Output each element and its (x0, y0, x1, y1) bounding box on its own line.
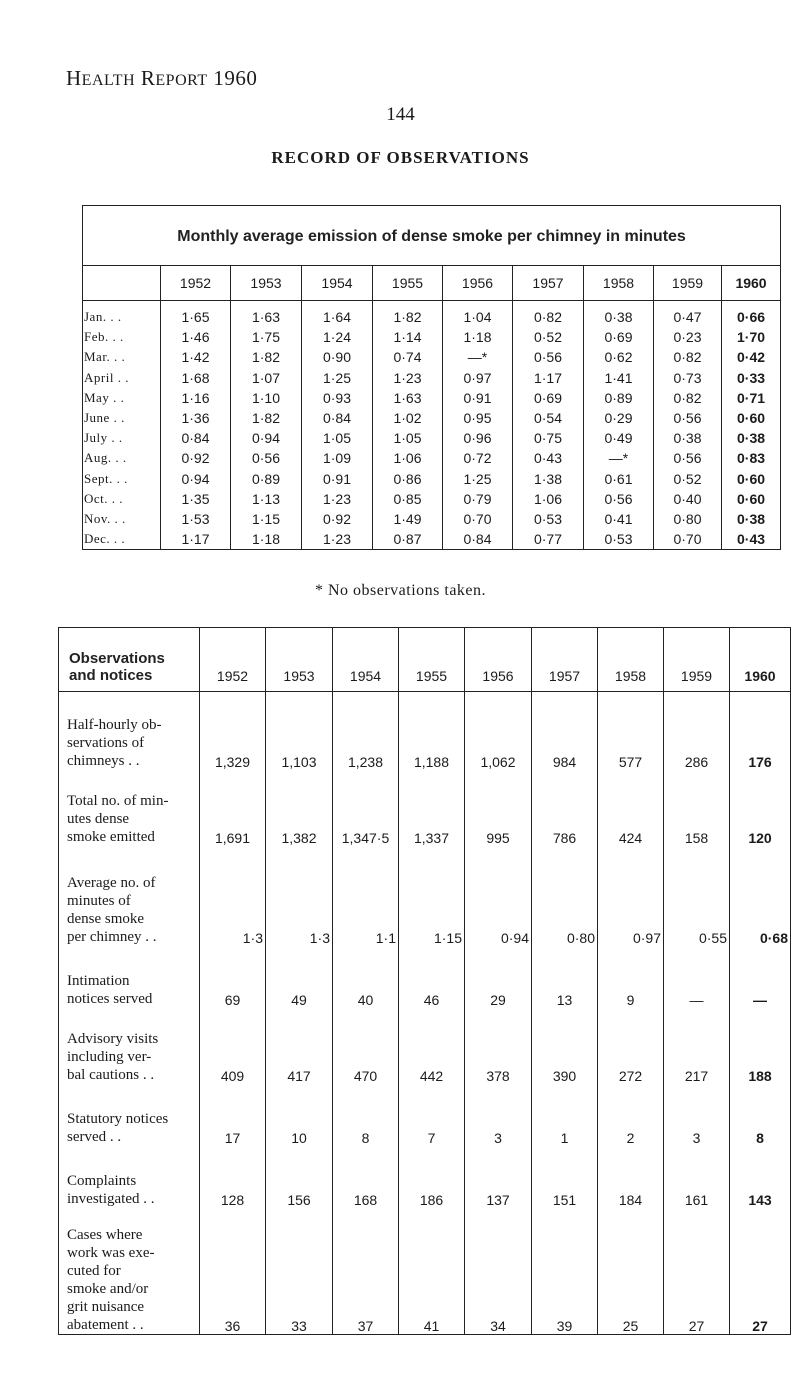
table2-cell: 156 (266, 1146, 333, 1208)
observation-label-line: Average no. of (67, 875, 156, 891)
table1-year-header: 1952 (161, 266, 231, 301)
table2-row (59, 946, 791, 1008)
table2-year-header: 1957 (532, 628, 598, 692)
table1-cell: 0·49 (584, 428, 654, 448)
table2-cell: 176 (730, 692, 791, 771)
table2-year-header: 1960 (730, 628, 791, 692)
table1-cell: 0·38 (654, 428, 722, 448)
table1-cell: 1·02 (373, 408, 443, 428)
table1-year-header: 1955 (373, 266, 443, 301)
table1-cell: 0·94 (231, 428, 302, 448)
table1-cell: 0·97 (443, 368, 513, 388)
running-head-rest-health: EALTH (81, 72, 136, 89)
table1-cell: 0·90 (302, 347, 373, 367)
running-head-initial-r: R (140, 66, 156, 90)
table2-cell: 188 (730, 1008, 791, 1084)
table2-cell: 39 (532, 1208, 598, 1335)
month-label: Nov. . . (83, 509, 161, 529)
table1-cell: 1·25 (302, 368, 373, 388)
running-head-year: 1960 (213, 66, 258, 90)
page-title: RECORD OF OBSERVATIONS (271, 148, 530, 167)
table2-cell: 27 (664, 1208, 730, 1335)
table1-cell: 1·25 (443, 469, 513, 489)
table1-cell: 0·52 (654, 469, 722, 489)
table2-cell: 37 (333, 1208, 399, 1335)
table1-cell: 1·49 (373, 509, 443, 529)
table1-cell: 0·56 (513, 347, 584, 367)
table2-cell: 168 (333, 1146, 399, 1208)
table2-cell: — (730, 946, 791, 1008)
table1-cell: 0·69 (513, 388, 584, 408)
observation-label-line: work was exe- (67, 1245, 155, 1261)
running-head-initial-h: H (66, 66, 82, 90)
table2-cell: 378 (465, 1008, 532, 1084)
table1-cell: 1·05 (373, 428, 443, 448)
monthly-emission-table (82, 205, 781, 550)
table1-cell: 0·23 (654, 327, 722, 347)
table1-cell: 0·83 (722, 448, 781, 468)
table2-header-label-line1: Observations (69, 650, 165, 667)
table2-row (59, 1146, 791, 1208)
observation-label (59, 770, 200, 846)
table1-row (83, 428, 781, 448)
table2-cell: 390 (532, 1008, 598, 1084)
table1-cell: 0·85 (373, 489, 443, 509)
observation-label (59, 1146, 200, 1208)
table2-cell: 36 (200, 1208, 266, 1335)
observation-label-line: utes dense (67, 811, 130, 827)
table1-row (83, 489, 781, 509)
observation-label-line: Cases where (67, 1227, 143, 1243)
table1-cell: 0·33 (722, 368, 781, 388)
table2-year-header: 1952 (200, 628, 266, 692)
table1-cell: 1·70 (722, 327, 781, 347)
month-label: Mar. . . (83, 347, 161, 367)
table1-cell: 1·14 (373, 327, 443, 347)
table2-row (59, 692, 791, 771)
table1-cell: 1·16 (161, 388, 231, 408)
table1-cell: 1·07 (231, 368, 302, 388)
table1-cell: 0·43 (722, 529, 781, 550)
table1-cell: —* (584, 448, 654, 468)
table2-cell: 0·97 (598, 846, 664, 946)
table2-cell: 17 (200, 1084, 266, 1146)
table2-cell: 424 (598, 770, 664, 846)
table2-cell: 143 (730, 1146, 791, 1208)
table1-cell: 0·87 (373, 529, 443, 550)
month-label: Jan. . . (83, 301, 161, 328)
table2-cell: 1,691 (200, 770, 266, 846)
table1-row (83, 327, 781, 347)
table1-cell: 1·17 (161, 529, 231, 550)
table1-cell: 0·38 (722, 428, 781, 448)
table2-cell: 186 (399, 1146, 465, 1208)
table2-cell: 9 (598, 946, 664, 1008)
table2-cell: 7 (399, 1084, 465, 1146)
observation-label-line: Intimation (67, 973, 130, 989)
table1-cell: 1·38 (513, 469, 584, 489)
table1-cell: 0·84 (161, 428, 231, 448)
table1-cell: 1·64 (302, 301, 373, 328)
table1-cell: 1·05 (302, 428, 373, 448)
table1-cell: 0·56 (654, 408, 722, 428)
table1-cell: 0·41 (584, 509, 654, 529)
table2-cell: 1,329 (200, 692, 266, 771)
table2-cell: 1 (532, 1084, 598, 1146)
observation-label (59, 1084, 200, 1146)
table2-cell: 0·55 (664, 846, 730, 946)
table2-cell: 161 (664, 1146, 730, 1208)
table1-cell: 1·63 (231, 301, 302, 328)
observation-label-line: Total no. of min- (67, 793, 169, 809)
table1-cell: 0·29 (584, 408, 654, 428)
running-head-rest-report: EPORT (155, 72, 208, 89)
table1-footnote: * No observations taken. (314, 582, 487, 599)
table2-cell: 1·15 (399, 846, 465, 946)
table1-cell: 1·46 (161, 327, 231, 347)
table1-cell: 0·79 (443, 489, 513, 509)
observation-label-line: Complaints (67, 1173, 137, 1189)
table1-cell: 1·63 (373, 388, 443, 408)
table1-cell: 0·89 (584, 388, 654, 408)
table2-cell: 272 (598, 1008, 664, 1084)
table2-cell: 786 (532, 770, 598, 846)
table2-cell: 3 (664, 1084, 730, 1146)
table1-cell: 0·52 (513, 327, 584, 347)
observation-label-line: grit nuisance (67, 1299, 145, 1315)
table2-cell: 1,238 (333, 692, 399, 771)
observation-label (59, 1208, 200, 1335)
table2-cell: 40 (333, 946, 399, 1008)
table1-cell: 1·82 (373, 301, 443, 328)
month-label: Dec. . . (83, 529, 161, 550)
table1-row (83, 301, 781, 328)
observation-label-line: abatement . . (67, 1317, 144, 1333)
table1-row (83, 408, 781, 428)
table1-cell: 1·17 (513, 368, 584, 388)
table1-cell: 1·24 (302, 327, 373, 347)
observation-label-line: bal cautions . . (67, 1067, 155, 1083)
table1-cell: 1·36 (161, 408, 231, 428)
observation-label (59, 1008, 200, 1084)
table1-cell: 0·74 (373, 347, 443, 367)
table2-cell: 0·94 (465, 846, 532, 946)
table2-cell: 151 (532, 1146, 598, 1208)
table1-cell: 0·53 (513, 509, 584, 529)
observation-label-line: minutes of (67, 893, 131, 909)
table1-cell: 0·96 (443, 428, 513, 448)
observation-label-line: investigated . . (67, 1191, 155, 1207)
table1-cell: 1·82 (231, 347, 302, 367)
table2-cell: 8 (730, 1084, 791, 1146)
table2-cell: 1·3 (266, 846, 333, 946)
table1-cell: 0·72 (443, 448, 513, 468)
month-label: April . . (83, 368, 161, 388)
table2-cell: 184 (598, 1146, 664, 1208)
running-head (66, 66, 257, 91)
table2-cell: 158 (664, 770, 730, 846)
observation-label-line: dense smoke (67, 911, 145, 927)
table1-cell: 1·41 (584, 368, 654, 388)
table2-year-header: 1956 (465, 628, 532, 692)
table2-cell: 995 (465, 770, 532, 846)
table2-cell: 2 (598, 1084, 664, 1146)
table1-header-row (83, 266, 781, 301)
table2-cell: 1,382 (266, 770, 333, 846)
observation-label-line: Statutory notices (67, 1111, 169, 1127)
table2-cell: 34 (465, 1208, 532, 1335)
table2-cell: 46 (399, 946, 465, 1008)
table2-header-row (59, 628, 791, 692)
table1-cell: 0·60 (722, 489, 781, 509)
table1-year-header: 1958 (584, 266, 654, 301)
table1-cell: 0·70 (443, 509, 513, 529)
table2-cell: 1,347·5 (333, 770, 399, 846)
table2-cell: 409 (200, 1008, 266, 1084)
table1-cell: 1·04 (443, 301, 513, 328)
table2-year-header: 1954 (333, 628, 399, 692)
table1-cell: 0·93 (302, 388, 373, 408)
table2-cell: 1·3 (200, 846, 266, 946)
table1-cell: 0·80 (654, 509, 722, 529)
observation-label-line: servations of (67, 735, 145, 751)
table1-cell: 0·91 (443, 388, 513, 408)
observation-label-line: cuted for (67, 1263, 121, 1279)
table1-cell: 1·68 (161, 368, 231, 388)
table1-year-header: 1956 (443, 266, 513, 301)
table1-cell: 1·18 (443, 327, 513, 347)
table2-cell: 0·80 (532, 846, 598, 946)
table1-cell: 0·89 (231, 469, 302, 489)
table1-cell: 0·43 (513, 448, 584, 468)
table2-cell: 217 (664, 1008, 730, 1084)
month-label: Oct. . . (83, 489, 161, 509)
month-label: Sept. . . (83, 469, 161, 489)
observation-label-line: smoke and/or (67, 1281, 149, 1297)
table2-cell: 442 (399, 1008, 465, 1084)
table1-cell: 1·06 (513, 489, 584, 509)
table1-cell: 1·18 (231, 529, 302, 550)
table1-cell: 0·54 (513, 408, 584, 428)
observations-notices-table (58, 627, 791, 1335)
month-label: Aug. . . (83, 448, 161, 468)
table1-row (83, 347, 781, 367)
table1-cell: 1·23 (373, 368, 443, 388)
table1-cell: 0·82 (654, 347, 722, 367)
table2-cell: 13 (532, 946, 598, 1008)
table2-cell: 69 (200, 946, 266, 1008)
table1-cell: 0·56 (654, 448, 722, 468)
table1-row (83, 469, 781, 489)
table1-cell: 0·84 (443, 529, 513, 550)
month-label: July . . (83, 428, 161, 448)
table2-cell: 577 (598, 692, 664, 771)
table1-cell: 0·62 (584, 347, 654, 367)
table1-cell: 0·92 (302, 509, 373, 529)
table1-cell: 0·77 (513, 529, 584, 550)
table1-row (83, 509, 781, 529)
observation-label-line: smoke emitted (67, 829, 155, 845)
table2-cell: 1,188 (399, 692, 465, 771)
table1-caption: Monthly average emission of dense smoke per chimney in minutes (83, 206, 781, 266)
table1-cell: 0·60 (722, 408, 781, 428)
table1-cell: 0·94 (161, 469, 231, 489)
observation-label-line: Advisory visits (67, 1031, 159, 1047)
table2-cell: 25 (598, 1208, 664, 1335)
table1-cell: 0·82 (654, 388, 722, 408)
table2-row (59, 846, 791, 946)
table1-cell: 0·38 (722, 509, 781, 529)
table2-cell: 120 (730, 770, 791, 846)
table2-cell: 417 (266, 1008, 333, 1084)
table1-cell: 1·10 (231, 388, 302, 408)
table1-cell: 0·56 (584, 489, 654, 509)
table1-cell: 0·69 (584, 327, 654, 347)
table2-cell: 29 (465, 946, 532, 1008)
table2-cell: 0·68 (730, 846, 791, 946)
table1-cell: 0·75 (513, 428, 584, 448)
table2-header-label-line2: and notices (69, 667, 153, 684)
table1-cell: 0·38 (584, 301, 654, 328)
observation-label (59, 946, 200, 1008)
observation-label-line: notices served (67, 991, 153, 1007)
observation-label-line: including ver- (67, 1049, 152, 1065)
table1-cell: 1·82 (231, 408, 302, 428)
table2-cell: 137 (465, 1146, 532, 1208)
table2-row (59, 770, 791, 846)
table1-cell: —* (443, 347, 513, 367)
table1-cell: 0·47 (654, 301, 722, 328)
table1-cell: 0·66 (722, 301, 781, 328)
table1-cell: 1·23 (302, 489, 373, 509)
table1-cell: 0·84 (302, 408, 373, 428)
table1-cell: 1·09 (302, 448, 373, 468)
month-label: Feb. . . (83, 327, 161, 347)
table2-year-header: 1953 (266, 628, 333, 692)
observation-label (59, 846, 200, 946)
observation-label-line: served . . (67, 1129, 122, 1145)
table1-cell: 0·42 (722, 347, 781, 367)
table1-cell: 0·56 (231, 448, 302, 468)
table2-cell: 470 (333, 1008, 399, 1084)
table1-cell: 0·40 (654, 489, 722, 509)
table1-row (83, 388, 781, 408)
observation-label (59, 692, 200, 771)
table1-cell: 1·15 (231, 509, 302, 529)
table2-cell: 984 (532, 692, 598, 771)
table2-cell: 1,337 (399, 770, 465, 846)
table2-cell: 33 (266, 1208, 333, 1335)
table2-year-header: 1959 (664, 628, 730, 692)
table1-cell: 1·53 (161, 509, 231, 529)
month-label: May . . (83, 388, 161, 408)
table1-cell: 0·61 (584, 469, 654, 489)
table2-cell: 49 (266, 946, 333, 1008)
table2-cell: 286 (664, 692, 730, 771)
table1-year-header: 1960 (722, 266, 781, 301)
table1-row (83, 368, 781, 388)
table2-cell: 3 (465, 1084, 532, 1146)
table2-cell: — (664, 946, 730, 1008)
table2-cell: 8 (333, 1084, 399, 1146)
table1-cell: 0·60 (722, 469, 781, 489)
table2-year-header: 1955 (399, 628, 465, 692)
table1-cell: 0·71 (722, 388, 781, 408)
table2-cell: 10 (266, 1084, 333, 1146)
table1-cell: 0·53 (584, 529, 654, 550)
table2-year-header: 1958 (598, 628, 664, 692)
table1-cell: 0·86 (373, 469, 443, 489)
table1-year-header: 1959 (654, 266, 722, 301)
table2-cell: 1,103 (266, 692, 333, 771)
table2-cell: 27 (730, 1208, 791, 1335)
table1-cell: 0·82 (513, 301, 584, 328)
table1-cell: 1·35 (161, 489, 231, 509)
table2-row (59, 1008, 791, 1084)
table2-cell: 41 (399, 1208, 465, 1335)
page-number: 144 (386, 104, 415, 125)
observation-label-line: chimneys . . (67, 753, 140, 769)
table1-row (83, 529, 781, 550)
table1-cell: 0·95 (443, 408, 513, 428)
table1-cell: 0·91 (302, 469, 373, 489)
table1-year-header: 1954 (302, 266, 373, 301)
table1-cell: 1·23 (302, 529, 373, 550)
table1-cell: 1·75 (231, 327, 302, 347)
table1-corner-cell (83, 266, 161, 301)
table1-year-header: 1953 (231, 266, 302, 301)
table1-cell: 1·42 (161, 347, 231, 367)
table1-row (83, 448, 781, 468)
table2-cell: 1,062 (465, 692, 532, 771)
observation-label-line: per chimney . . (67, 929, 157, 945)
table1-cell: 0·92 (161, 448, 231, 468)
table1-year-header: 1957 (513, 266, 584, 301)
table1-cell: 1·13 (231, 489, 302, 509)
table2-row (59, 1084, 791, 1146)
month-label: June . . (83, 408, 161, 428)
table2-cell: 128 (200, 1146, 266, 1208)
table1-cell: 0·73 (654, 368, 722, 388)
table1-cell: 0·70 (654, 529, 722, 550)
table2-cell: 1·1 (333, 846, 399, 946)
table1-cell: 1·65 (161, 301, 231, 328)
observation-label-line: Half-hourly ob- (67, 717, 162, 733)
table2-row (59, 1208, 791, 1335)
table2-header-label (59, 628, 200, 692)
table1-cell: 1·06 (373, 448, 443, 468)
